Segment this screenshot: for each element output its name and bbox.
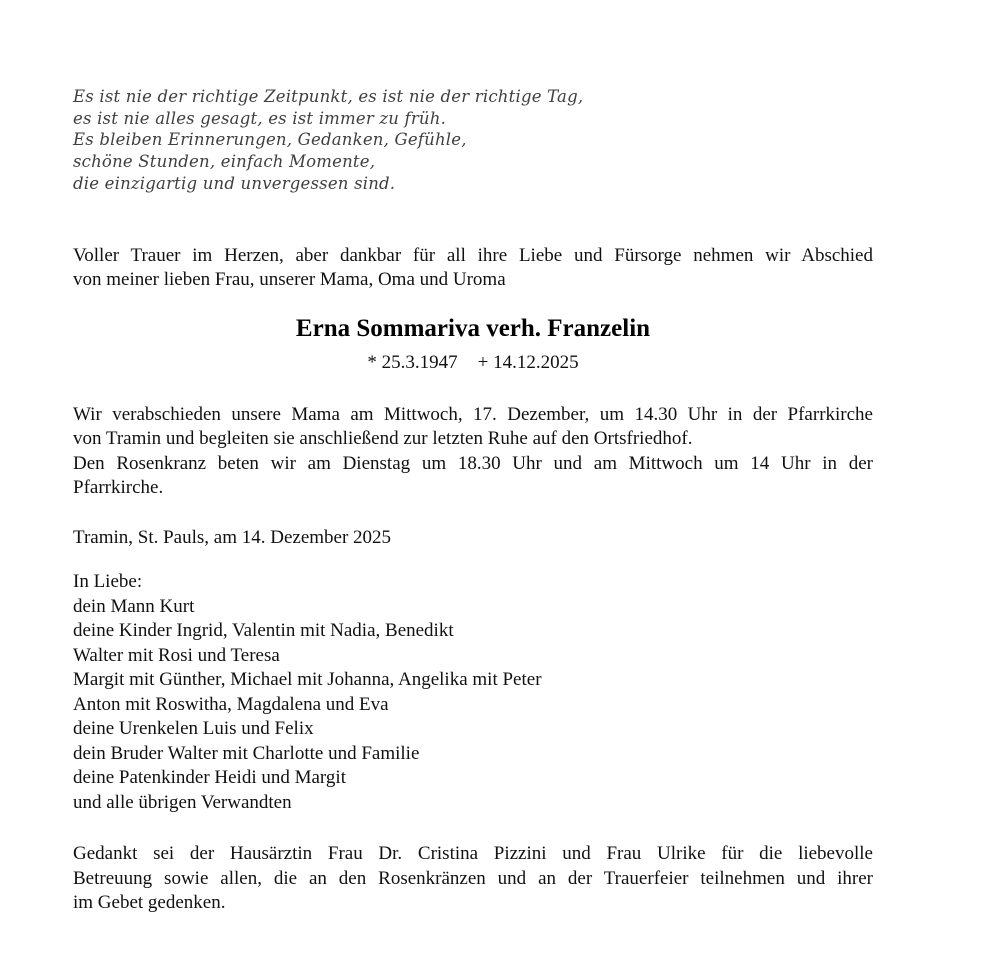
- funeral-line: von Tramin und begleiten sie anschließend zur letzten Ruhe auf den Ortsfriedhof.: [73, 428, 693, 450]
- funeral-paragraph: [73, 403, 873, 501]
- thanks-line: Gedankt sei der Hausärztin Frau Dr. Cristina Pizzini und Frau Ulrike für die liebevolle: [73, 843, 873, 865]
- poem-line: die einzigartig und unvergessen sind.: [73, 173, 396, 193]
- intro-paragraph: [73, 244, 873, 293]
- thanks-paragraph: [73, 842, 873, 916]
- funeral-line: Den Rosenkranz beten wir am Dienstag um 18.30 Uhr und am Mittwoch um 14 Uhr in der: [73, 452, 873, 474]
- mourner-line: und alle übrigen Verwandten: [73, 791, 292, 813]
- funeral-line: Pfarrkirche.: [73, 477, 164, 499]
- mourners-heading: In Liebe:: [73, 571, 143, 593]
- life-dates: [73, 351, 873, 375]
- mourner-line: dein Bruder Walter mit Charlotte und Familie: [73, 742, 420, 764]
- poem-line: Es bleiben Erinnerungen, Gedanken, Gefühle,: [73, 130, 467, 150]
- mourner-line: Margit mit Günther, Michael mit Johanna, Angelika mit Peter: [73, 669, 542, 691]
- intro-line: Voller Trauer im Herzen, aber dankbar für all ihre Liebe und Fürsorge nehmen wir Abschied: [73, 244, 873, 266]
- deceased-name: Erna Sommariva verh. Franzelin: [295, 314, 651, 342]
- mourners-list: [73, 570, 873, 815]
- memorial-poem: [73, 86, 873, 195]
- mourner-line: deine Patenkinder Heidi und Margit: [73, 767, 346, 789]
- death-date: + 14.12.2025: [477, 351, 579, 373]
- poem-line: es ist nie alles gesagt, es ist immer zu früh.: [73, 108, 447, 128]
- mourner-line: Walter mit Rosi und Teresa: [73, 644, 280, 666]
- mourner-line: Anton mit Roswitha, Magdalena und Eva: [73, 693, 389, 715]
- poem-line: Es ist nie der richtige Zeitpunkt, es ist nie der richtige Tag,: [73, 87, 584, 106]
- birth-date: * 25.3.1947: [367, 351, 458, 373]
- mourner-line: dein Mann Kurt: [73, 595, 195, 617]
- place-date-line: Tramin, St. Pauls, am 14. Dezember 2025: [73, 526, 392, 548]
- funeral-line: Wir verabschieden unsere Mama am Mittwoch, 17. Dezember, um 14.30 Uhr in der Pfarrkirche: [73, 403, 873, 425]
- poem-line: schöne Stunden, einfach Momente,: [73, 152, 376, 172]
- mourner-line: deine Kinder Ingrid, Valentin mit Nadia, Benedikt: [73, 620, 454, 642]
- mourner-line: deine Urenkelen Luis und Felix: [73, 718, 314, 740]
- intro-line: von meiner lieben Frau, unserer Mama, Oma und Uroma: [73, 269, 506, 291]
- thanks-line: Betreuung sowie allen, die an den Rosenkränzen und an der Trauerfeier teilnehmen und ihrer: [73, 867, 873, 889]
- thanks-line: im Gebet gedenken.: [73, 892, 226, 914]
